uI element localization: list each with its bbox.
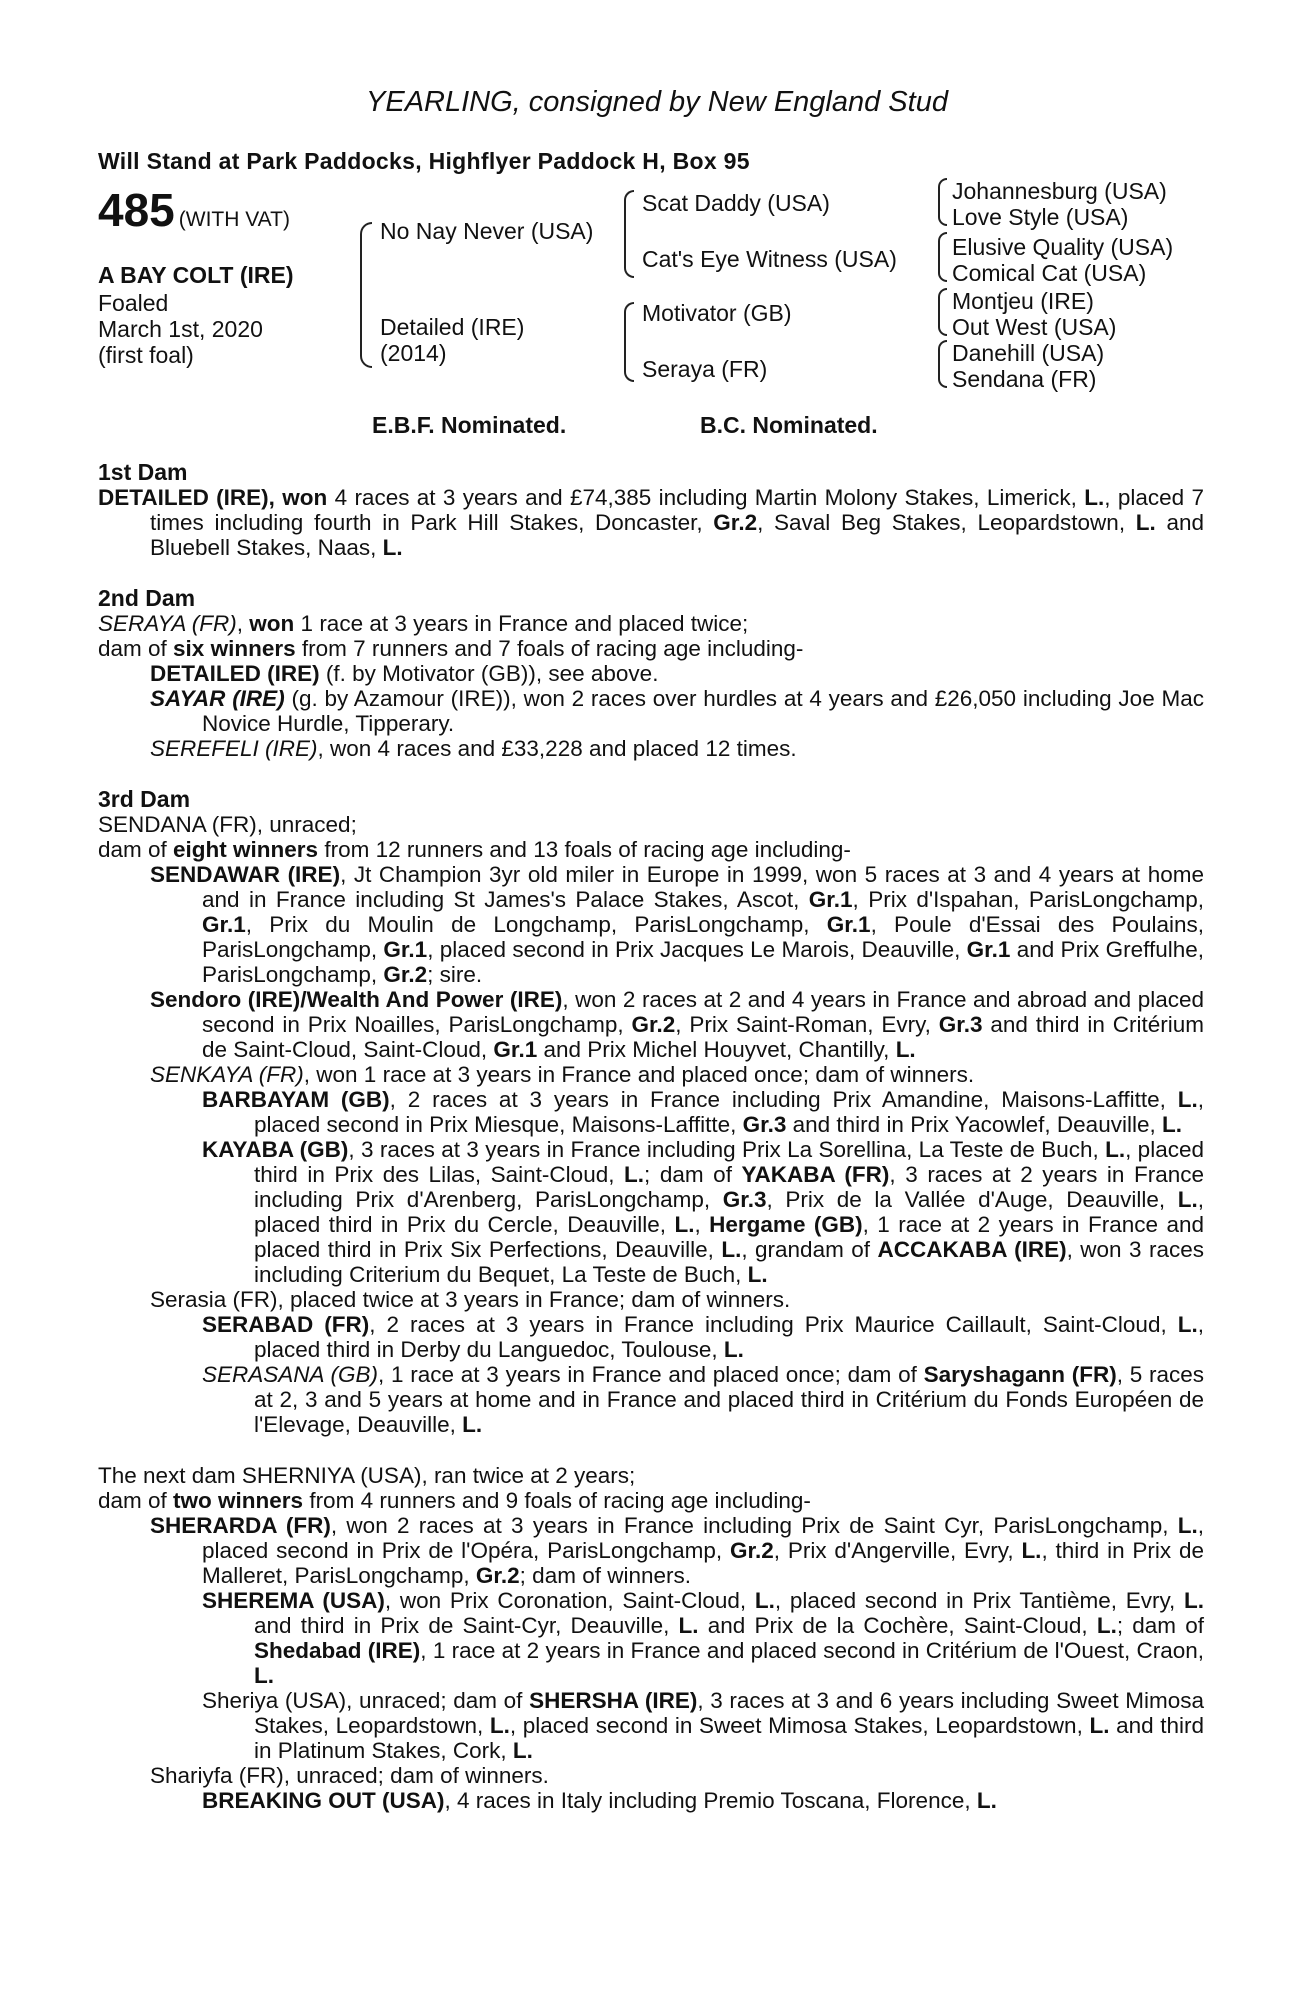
progeny-entry: Serasia (FR), placed twice at 3 years in France; dam of winners. xyxy=(150,1287,791,1312)
page-title: YEARLING, consigned by New England Stud xyxy=(366,86,948,118)
pedigree-bracket-main xyxy=(360,222,372,368)
next-dam-line: The next dam SHERNIYA (USA), ran twice at 2 years; xyxy=(98,1463,636,1488)
third-dam-line: SENDANA (FR), unraced; xyxy=(98,812,357,837)
second-dam-line: SERAYA (FR), won 1 race at 3 years in France and placed twice; xyxy=(98,611,749,636)
progeny-entry: SHEREMA (USA), won Prix Coronation, Saint-Cloud, L., placed second in Prix Tantième, Evry, L. and third in Prix de Saint-Cyr, Deauville, L. and Prix de la Cochère, Saint-Cloud, L.; dam of Shedabad (IRE), 1 race at 2 years in France and placed second in Critérium de l'Ouest, Craon, L. xyxy=(202,1588,1204,1688)
progeny-entry: SENDAWAR (IRE), Jt Champion 3yr old miler in Europe in 1999, won 5 races at 3 and 4 years at home and in France including St James's Palace Stakes, Ascot, Gr.1, Prix d'Ispahan, ParisLongchamp, Gr.1, Prix du Moulin de Longchamp, ParisLongchamp, Gr.1, Poule d'Essai des Poulains, ParisLongchamp, Gr.1, placed second in Prix Jacques Le Marois, Deauville, Gr.1 and Prix Greffulhe, ParisLongchamp, Gr.2; sire. xyxy=(150,862,1205,987)
second-dam-section xyxy=(98,586,1204,761)
pedigree-bracket-dd xyxy=(938,340,947,388)
ebf-nomination: E.B.F. Nominated. xyxy=(372,412,567,438)
foaled-date: March 1st, 2020 xyxy=(98,316,263,342)
lot-number-block xyxy=(98,183,290,237)
first-dam-section xyxy=(98,460,1204,560)
bc-nomination: B.C. Nominated. xyxy=(700,412,878,438)
second-dam-line: dam of six winners from 7 runners and 7 foals of racing age including- xyxy=(98,636,804,661)
first-foal-note: (first foal) xyxy=(98,342,194,368)
pedigree-sire-dam: Cat's Eye Witness (USA) xyxy=(642,246,897,272)
pedigree-dds: Danehill (USA) xyxy=(952,340,1105,366)
pedigree-bracket-sd xyxy=(938,232,947,282)
pedigree-dam-sire: Motivator (GB) xyxy=(642,300,792,326)
pedigree-bracket-dam xyxy=(624,302,634,382)
progeny-entry: Shariyfa (FR), unraced; dam of winners. xyxy=(150,1763,549,1788)
pedigree-bracket-sire xyxy=(624,190,634,278)
progeny-entry: SERASANA (GB), 1 race at 3 years in France and placed once; dam of Saryshagann (FR), 5 races at 2, 3 and 5 years at home and in France and placed third in Critérium du Fonds Européen de l'Elevage, Deauville, L. xyxy=(202,1362,1204,1437)
pedigree-ddd: Sendana (FR) xyxy=(952,366,1097,392)
next-dam-section xyxy=(98,1463,1204,1813)
stand-location: Will Stand at Park Paddocks, Highflyer Paddock H, Box 95 xyxy=(98,148,750,174)
progeny-entry: BARBAYAM (GB), 2 races at 3 years in France including Prix Amandine, Maisons-Laffitte, L., placed second in Prix Miesque, Maisons-Laffitte, Gr.3 and third in Prix Yacowlef, Deauville, L. xyxy=(202,1087,1204,1137)
pedigree-sire-sire: Scat Daddy (USA) xyxy=(642,190,830,216)
next-dam-line: dam of two winners from 4 runners and 9 foals of racing age including- xyxy=(98,1488,811,1513)
pedigree-dam: Detailed (IRE) xyxy=(380,314,525,340)
progeny-entry: DETAILED (IRE) (f. by Motivator (GB)), see above. xyxy=(150,661,659,686)
lot-number: 485 xyxy=(98,184,175,236)
pedigree-dam-year: (2014) xyxy=(380,340,447,366)
progeny-entry: Sheriya (USA), unraced; dam of SHERSHA (IRE), 3 races at 3 and 6 years including Sweet Mimosa Stakes, Leopardstown, L., placed second in Sweet Mimosa Stakes, Leopardstown, L. and third in Platinum Stakes, Cork, L. xyxy=(202,1688,1205,1763)
progeny-entry: BREAKING OUT (USA), 4 races in Italy including Premio Toscana, Florence, L. xyxy=(202,1788,997,1813)
pedigree-sire: No Nay Never (USA) xyxy=(380,218,594,244)
first-dam-heading: 1st Dam xyxy=(98,459,188,485)
pedigree-bracket-ds xyxy=(938,288,947,336)
foaled-info xyxy=(98,290,263,368)
pedigree-dam-dam: Seraya (FR) xyxy=(642,356,768,382)
third-dam-section xyxy=(98,787,1204,1437)
first-dam-text: DETAILED (IRE), won 4 races at 3 years and £74,385 including Martin Molony Stakes, Limerick, L., placed 7 times including fourth in Park Hill Stakes, Doncaster, Gr.2, Saval Beg Stakes, Leopardstown, L. and Bluebell Stakes, Naas, L. xyxy=(98,485,1205,560)
pedigree-dss: Montjeu (IRE) xyxy=(952,288,1094,314)
pedigree-notes xyxy=(98,460,1204,1839)
horse-name: A BAY COLT (IRE) xyxy=(98,262,294,288)
third-dam-heading: 3rd Dam xyxy=(98,786,191,812)
progeny-entry: SERABAD (FR), 2 races at 3 years in France including Prix Maurice Caillault, Saint-Cloud, L., placed third in Derby du Languedoc, Toulouse, L. xyxy=(202,1312,1204,1362)
third-dam-line: dam of eight winners from 12 runners and 13 foals of racing age including- xyxy=(98,837,851,862)
second-dam-heading: 2nd Dam xyxy=(98,585,196,611)
progeny-entry: SAYAR (IRE) (g. by Azamour (IRE)), won 2 races over hurdles at 4 years and £26,050 including Joe Mac Novice Hurdle, Tipperary. xyxy=(150,686,1204,736)
pedigree-sss: Johannesburg (USA) xyxy=(952,178,1167,204)
progeny-entry: KAYABA (GB), 3 races at 3 years in France including Prix La Sorellina, La Teste de Buch, L., placed third in Prix des Lilas, Saint-Cloud, L.; dam of YAKABA (FR), 3 races at 2 years in France including Prix d'Arenberg, ParisLongchamp, Gr.3, Prix de la Vallée d'Auge, Deauville, L., placed third in Prix du Cercle, Deauville, L., Hergame (GB), 1 race at 2 years in France and placed third in Prix Six Perfections, Deauville, L., grandam of ACCAKABA (IRE), won 3 races including Criterium du Bequet, La Teste de Buch, L. xyxy=(202,1137,1204,1287)
pedigree-ssd: Love Style (USA) xyxy=(952,204,1129,230)
pedigree-sds: Elusive Quality (USA) xyxy=(952,234,1174,260)
pedigree-sdd: Comical Cat (USA) xyxy=(952,260,1147,286)
progeny-entry: Sendoro (IRE)/Wealth And Power (IRE), won 2 races at 2 and 4 years in France and abroad and placed second in Prix Noailles, ParisLongchamp, Gr.2, Prix Saint-Roman, Evry, Gr.3 and third in Critérium de Saint-Cloud, Saint-Cloud, Gr.1 and Prix Michel Houyvet, Chantilly, L. xyxy=(150,987,1204,1062)
vat-note: (WITH VAT) xyxy=(178,208,290,231)
progeny-entry: SHERARDA (FR), won 2 races at 3 years in France including Prix de Saint Cyr, ParisLongchamp, L., placed second in Prix de l'Opéra, ParisLongchamp, Gr.2, Prix d'Angerville, Evry, L., third in Prix de Malleret, ParisLongchamp, Gr.2; dam of winners. xyxy=(150,1513,1205,1588)
pedigree-bracket-ss xyxy=(938,178,947,226)
progeny-entry: SEREFELI (IRE), won 4 races and £33,228 and placed 12 times. xyxy=(150,736,797,761)
foaled-label: Foaled xyxy=(98,290,169,316)
progeny-entry: SENKAYA (FR), won 1 race at 3 years in France and placed once; dam of winners. xyxy=(150,1062,975,1087)
pedigree-dsd: Out West (USA) xyxy=(952,314,1117,340)
